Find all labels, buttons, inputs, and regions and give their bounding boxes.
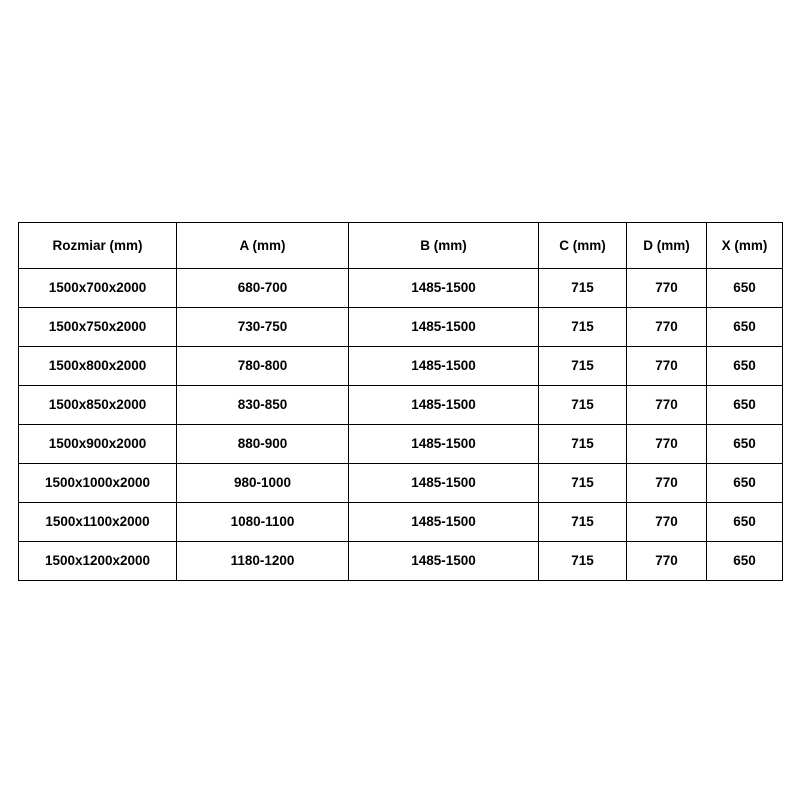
cell-x: 650 bbox=[707, 269, 783, 308]
table-row bbox=[19, 308, 783, 347]
table-row bbox=[19, 386, 783, 425]
cell-c: 715 bbox=[539, 269, 627, 308]
cell-b: 1485-1500 bbox=[349, 269, 539, 308]
table-row bbox=[19, 464, 783, 503]
cell-a: 780-800 bbox=[177, 347, 349, 386]
cell-d: 770 bbox=[627, 542, 707, 581]
table-header bbox=[19, 223, 783, 269]
table-row bbox=[19, 503, 783, 542]
table-header-row bbox=[19, 223, 783, 269]
cell-c: 715 bbox=[539, 464, 627, 503]
column-header-a: A (mm) bbox=[177, 223, 349, 269]
cell-d: 770 bbox=[627, 464, 707, 503]
table-row bbox=[19, 347, 783, 386]
cell-c: 715 bbox=[539, 425, 627, 464]
spec-table-container bbox=[18, 222, 782, 581]
cell-a: 830-850 bbox=[177, 386, 349, 425]
dimensions-table bbox=[18, 222, 783, 581]
cell-rozmiar: 1500x700x2000 bbox=[19, 269, 177, 308]
cell-d: 770 bbox=[627, 347, 707, 386]
cell-b: 1485-1500 bbox=[349, 464, 539, 503]
cell-d: 770 bbox=[627, 269, 707, 308]
cell-c: 715 bbox=[539, 308, 627, 347]
cell-rozmiar: 1500x1100x2000 bbox=[19, 503, 177, 542]
cell-c: 715 bbox=[539, 542, 627, 581]
cell-d: 770 bbox=[627, 425, 707, 464]
cell-a: 680-700 bbox=[177, 269, 349, 308]
cell-a: 1080-1100 bbox=[177, 503, 349, 542]
cell-rozmiar: 1500x1000x2000 bbox=[19, 464, 177, 503]
column-header-x: X (mm) bbox=[707, 223, 783, 269]
column-header-c: C (mm) bbox=[539, 223, 627, 269]
column-header-b: B (mm) bbox=[349, 223, 539, 269]
cell-rozmiar: 1500x800x2000 bbox=[19, 347, 177, 386]
cell-c: 715 bbox=[539, 503, 627, 542]
cell-a: 880-900 bbox=[177, 425, 349, 464]
cell-d: 770 bbox=[627, 386, 707, 425]
cell-x: 650 bbox=[707, 542, 783, 581]
cell-b: 1485-1500 bbox=[349, 425, 539, 464]
cell-x: 650 bbox=[707, 425, 783, 464]
cell-rozmiar: 1500x750x2000 bbox=[19, 308, 177, 347]
cell-rozmiar: 1500x900x2000 bbox=[19, 425, 177, 464]
cell-x: 650 bbox=[707, 386, 783, 425]
cell-x: 650 bbox=[707, 308, 783, 347]
column-header-rozmiar: Rozmiar (mm) bbox=[19, 223, 177, 269]
cell-x: 650 bbox=[707, 464, 783, 503]
table-row bbox=[19, 269, 783, 308]
table-row bbox=[19, 542, 783, 581]
cell-a: 980-1000 bbox=[177, 464, 349, 503]
cell-c: 715 bbox=[539, 347, 627, 386]
cell-b: 1485-1500 bbox=[349, 308, 539, 347]
cell-a: 1180-1200 bbox=[177, 542, 349, 581]
cell-d: 770 bbox=[627, 503, 707, 542]
cell-b: 1485-1500 bbox=[349, 347, 539, 386]
table-body bbox=[19, 269, 783, 581]
cell-rozmiar: 1500x1200x2000 bbox=[19, 542, 177, 581]
cell-c: 715 bbox=[539, 386, 627, 425]
cell-rozmiar: 1500x850x2000 bbox=[19, 386, 177, 425]
table-row bbox=[19, 425, 783, 464]
cell-b: 1485-1500 bbox=[349, 542, 539, 581]
cell-x: 650 bbox=[707, 503, 783, 542]
column-header-d: D (mm) bbox=[627, 223, 707, 269]
cell-d: 770 bbox=[627, 308, 707, 347]
cell-b: 1485-1500 bbox=[349, 386, 539, 425]
cell-b: 1485-1500 bbox=[349, 503, 539, 542]
cell-a: 730-750 bbox=[177, 308, 349, 347]
cell-x: 650 bbox=[707, 347, 783, 386]
